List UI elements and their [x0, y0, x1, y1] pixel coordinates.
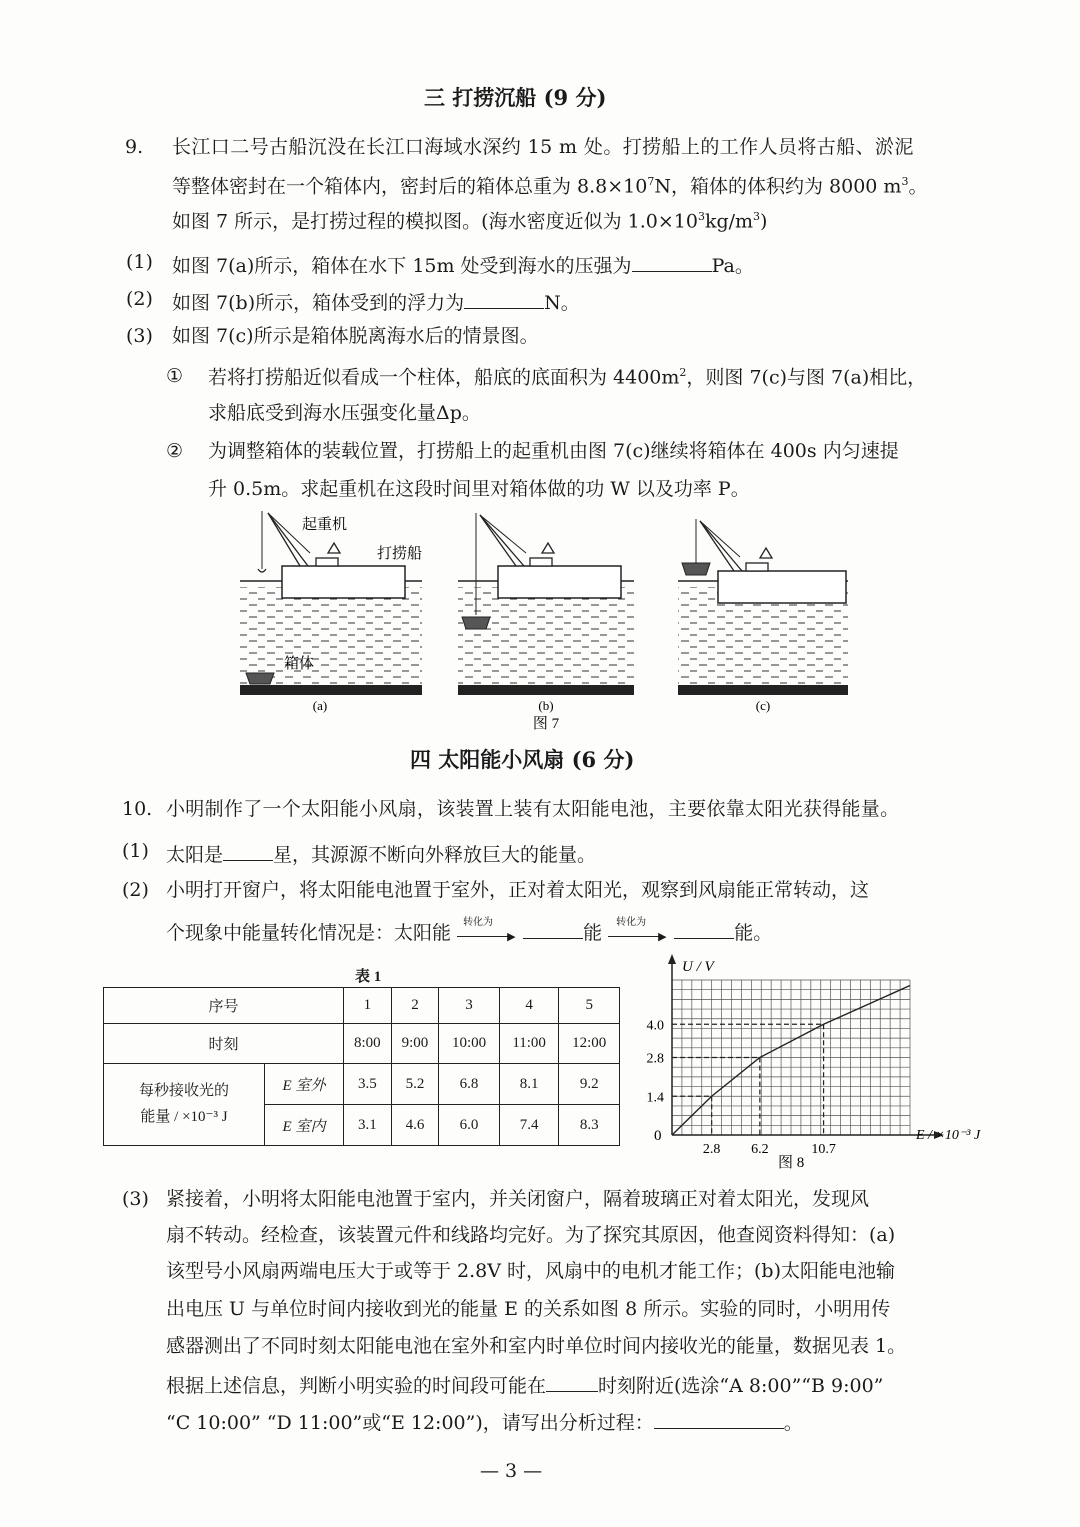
y-tick-label: 1.4	[646, 1090, 664, 1106]
indoor-cell: 8.3	[559, 1105, 620, 1146]
indoor-cell: 6.0	[439, 1105, 500, 1146]
time-cell: 10:00	[439, 1024, 500, 1064]
q10-part2-line1: 小明打开窗户，将太阳能电池置于室外，正对着太阳光，观察到风扇能正常转动，这	[166, 879, 870, 901]
index-cell: 4	[499, 988, 559, 1024]
q10-line1: 小明制作了一个太阳能小风扇，该装置上装有太阳能电池，主要依靠太阳光获得能量。	[166, 798, 900, 820]
figure-7-caption: 图 7	[532, 716, 560, 732]
q9-line3: 如图 7 所示，是打捞过程的模拟图。(海水密度近似为 $1.0\times 10^3kg/m^3$)	[172, 210, 768, 233]
answer-blank[interactable]	[632, 253, 712, 272]
q9-sub1-line2: 求船底受到海水压强变化量Δp。	[208, 402, 481, 424]
q9-sub2-number: ②	[166, 440, 184, 462]
q10-part3-line5: 感器测出了不同时刻太阳能电池在室外和室内时单位时间内接收光的能量，数据见表 1。	[166, 1335, 907, 1357]
subfig-c-label: (c)	[755, 698, 771, 713]
x-tick-label: 10.7	[811, 1142, 836, 1157]
origin-label: 0	[654, 1128, 662, 1144]
box-label: 箱体	[284, 656, 315, 672]
time-cell: 8:00	[344, 1024, 392, 1064]
label-e-outdoor: E 室外	[265, 1064, 344, 1105]
figure-8-chart	[638, 955, 1008, 1175]
q10-part2-number: (2)	[122, 879, 149, 901]
header-time: 时刻	[104, 1024, 344, 1064]
index-cell: 3	[439, 988, 500, 1024]
arrow-converts-to: 转化为 ▶	[608, 924, 668, 944]
q10-part3-number: (3)	[122, 1188, 149, 1210]
index-cell: 2	[391, 988, 439, 1024]
crane-label: 起重机	[302, 517, 348, 533]
q10-part3-line4: 出电压 U 与单位时间内接收到光的能量 E 的关系如图 8 所示。实验的同时，小明用传	[166, 1298, 891, 1320]
q9-sub1-number: ①	[166, 365, 184, 387]
table-1-title: 表 1	[355, 969, 382, 985]
answer-blank[interactable]	[546, 1373, 598, 1392]
q9-sub2-line1: 为调整箱体的装载位置，打捞船上的起重机由图 7(c)继续将箱体在 400s 内匀速提	[208, 440, 899, 462]
q10-part3-line1: 紧接着，小明将太阳能电池置于室内，并关闭窗户，隔着玻璃正对着太阳光，发现风	[166, 1188, 870, 1210]
panel-a	[240, 511, 422, 695]
figure-7	[230, 505, 870, 732]
outdoor-cell: 3.5	[344, 1064, 392, 1105]
indoor-cell: 3.1	[344, 1105, 392, 1146]
header-index: 序号	[104, 988, 344, 1024]
x-tick-label: 2.8	[702, 1142, 721, 1157]
subfig-b-label: (b)	[538, 698, 554, 713]
q9-number: 9.	[125, 136, 144, 158]
figure-8-caption: 图 8	[778, 1155, 805, 1171]
answer-blank[interactable]	[223, 842, 273, 861]
x-tick-label: 6.2	[751, 1142, 769, 1157]
q9-part3-number: (3)	[126, 325, 153, 347]
outdoor-cell: 5.2	[391, 1064, 439, 1105]
table-1	[103, 987, 620, 1146]
indoor-cell: 7.4	[499, 1105, 559, 1146]
panel-b	[458, 513, 634, 695]
label-e-indoor: E 室内	[265, 1105, 344, 1146]
section-4-title: 四 太阳能小风扇 (6 分)	[410, 747, 635, 772]
outdoor-cell: 6.8	[439, 1064, 500, 1105]
q9-sub2-line2: 升 0.5m。求起重机在这段时间里对箱体做的功 W 以及功率 P。	[208, 478, 750, 500]
y-axis-label: U / V	[682, 959, 714, 975]
q9-part2: 如图 7(b)所示，箱体受到的浮力为 N。	[172, 292, 580, 314]
boat-label: 打捞船	[377, 546, 423, 562]
indoor-cell: 4.6	[391, 1105, 439, 1146]
header-energy: 每秒接收光的 能量 / ×10⁻³ J	[104, 1064, 265, 1146]
outdoor-cell: 9.2	[559, 1064, 620, 1105]
q10-part3-line2: 扇不转动。经检查，该装置元件和线路均完好。为了探究其原因，他查阅资料得知：(a)	[166, 1224, 896, 1246]
time-cell: 12:00	[559, 1024, 620, 1064]
q9-part2-number: (2)	[126, 288, 153, 310]
index-cell: 5	[559, 988, 620, 1024]
answer-blank[interactable]	[654, 1410, 784, 1429]
panel-c	[678, 519, 848, 695]
y-tick-label: 2.8	[646, 1051, 664, 1067]
y-tick-label: 4.0	[646, 1018, 664, 1034]
q9-line2: 等整体密封在一个箱体内，密封后的箱体总重为 $8.8\times 10^7N$，箱体的体积约为 8000 $m^3$。	[172, 175, 928, 198]
index-cell: 1	[344, 988, 392, 1024]
q10-part3-line7: “C 10:00” “D 11:00”或“E 12:00”)，请写出分析过程： 。	[166, 1412, 803, 1434]
answer-blank[interactable]	[523, 920, 583, 939]
y-axis-arrow	[668, 954, 676, 964]
q10-part1: 太阳是 星，其源源不断向外释放巨大的能量。	[166, 844, 597, 866]
q10-part1-number: (1)	[122, 840, 149, 862]
q9-part3: 如图 7(c)所示是箱体脱离海水后的情景图。	[172, 325, 539, 347]
time-cell: 9:00	[391, 1024, 439, 1064]
answer-blank[interactable]	[674, 920, 734, 939]
section-3-title: 三 打捞沉船 (9 分)	[424, 85, 607, 110]
x-axis-label: E / ×10⁻³ J	[916, 1128, 981, 1143]
page-number: — 3 —	[480, 1460, 543, 1482]
q10-part3-line6: 根据上述信息，判断小明实验的时间段可能在 时刻附近(选涂“A 8:00”“B 9:00”	[166, 1375, 884, 1397]
time-cell: 11:00	[499, 1024, 559, 1064]
q9-line1: 长江口二号古船沉没在长江口海域水深约 15 m 处。打捞船上的工作人员将古船、淤泥	[172, 136, 914, 158]
q9-part1: 如图 7(a)所示，箱体在水下 15m 处受到海水的压强为 Pa。	[172, 255, 754, 277]
q9-part1-number: (1)	[126, 251, 153, 273]
q10-part2-line2: 个现象中能量转化情况是：太阳能 转化为 ▶ 能 转化为 ▶ 能。	[166, 917, 773, 944]
arrow-converts-to: 转化为 ▶	[457, 924, 517, 944]
subfig-a-label: (a)	[312, 698, 328, 713]
answer-blank[interactable]	[464, 290, 544, 309]
q9-sub1-line1: 若将打捞船近似看成一个柱体，船底的底面积为 $4400m^2$，则图 7(c)与图 7(a)相比，	[208, 366, 927, 389]
q10-part3-line3: 该型号小风扇两端电压大于或等于 2.8V 时，风扇中的电机才能工作；(b)太阳能电池输	[166, 1260, 896, 1282]
q10-number: 10.	[122, 798, 153, 820]
outdoor-cell: 8.1	[499, 1064, 559, 1105]
